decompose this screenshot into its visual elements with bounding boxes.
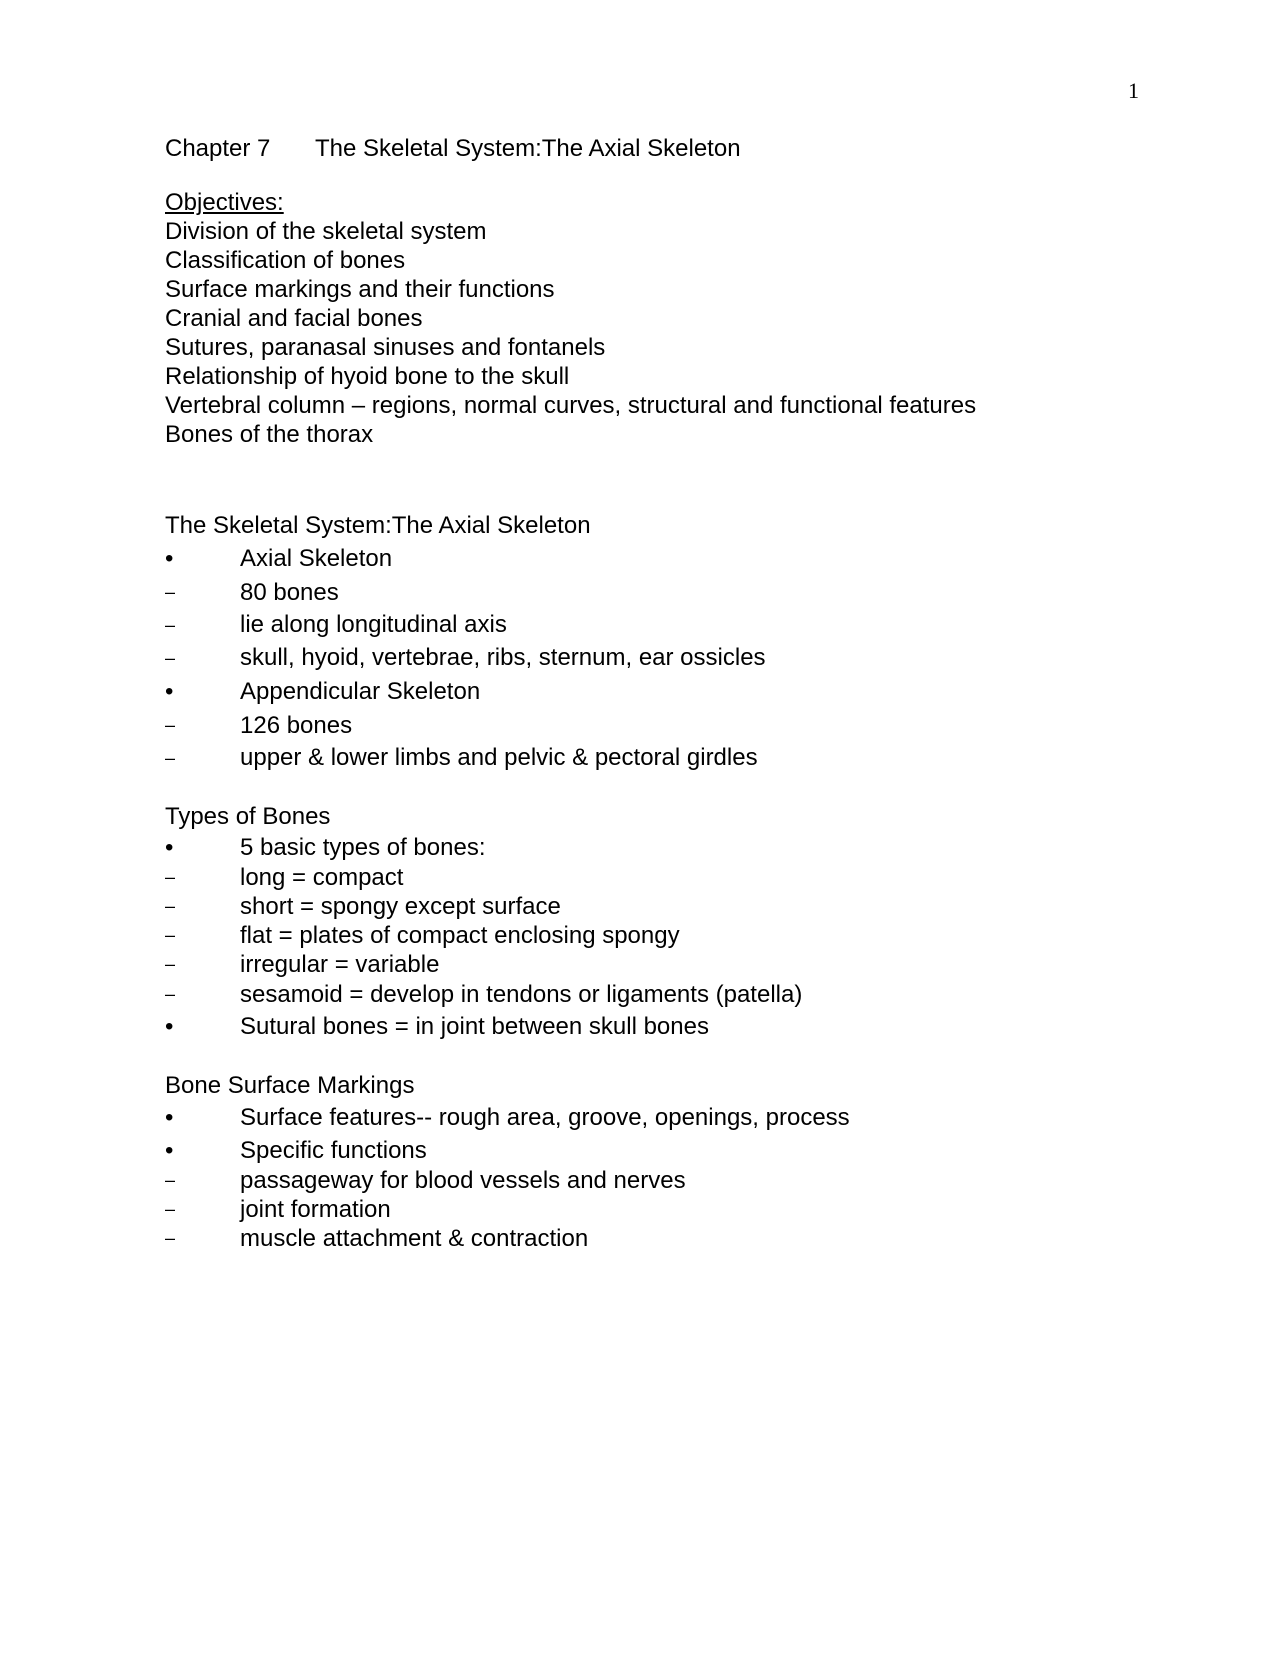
objectives-heading: Objectives: [165, 189, 284, 216]
chapter-title: The Skeletal System:The Axial Skeleton [315, 135, 741, 162]
dash-marker: – [165, 748, 176, 768]
list-item [165, 1010, 1165, 1043]
bullet-marker: • [165, 834, 174, 861]
dash-marker: – [165, 582, 176, 602]
list-item-text: passageway for blood vessels and nerves [240, 1167, 686, 1194]
dash-marker: – [165, 1228, 176, 1248]
objective-item: Surface markings and their functions [165, 276, 555, 303]
dash-marker: – [165, 896, 176, 916]
list-item-text: sesamoid = develop in tendons or ligaments (patella) [240, 981, 803, 1008]
list-item [165, 892, 1165, 921]
list-item-text: Axial Skeleton [240, 545, 393, 572]
list-item [165, 1135, 1165, 1166]
list-item [165, 675, 1165, 709]
dash-marker: – [165, 925, 176, 945]
list-item-text: joint formation [240, 1196, 391, 1223]
list-item [165, 742, 1165, 774]
objective-item: Division of the skeletal system [165, 218, 487, 245]
list-item [165, 609, 1165, 641]
dash-marker: – [165, 1170, 176, 1190]
list-item [165, 576, 1165, 609]
spacer [165, 774, 1165, 801]
list-item-text: 5 basic types of bones: [240, 834, 486, 861]
list-item-text: Surface features-- rough area, groove, openings, process [240, 1104, 850, 1131]
bullet-marker: • [165, 1104, 174, 1131]
objective-item: Cranial and facial bones [165, 305, 423, 332]
spacer [165, 1043, 1165, 1070]
list-item [165, 921, 1165, 950]
bullet-marker: • [165, 1013, 174, 1040]
bullet-marker: • [165, 678, 174, 705]
list-item-text: skull, hyoid, vertebrae, ribs, sternum, ear ossicles [240, 644, 766, 671]
section-heading-bone-surface-markings: Bone Surface Markings [165, 1072, 415, 1099]
dash-marker: – [165, 648, 176, 668]
list-item [165, 950, 1165, 979]
list-item-text: muscle attachment & contraction [240, 1225, 589, 1252]
list-item-text: Sutural bones = in joint between skull bones [240, 1013, 709, 1040]
page-number: 1 [1128, 78, 1139, 103]
list-item-text: lie along longitudinal axis [240, 611, 507, 638]
list-item-text: irregular = variable [240, 951, 440, 978]
section-heading-types-of-bones: Types of Bones [165, 803, 331, 830]
objective-item: Relationship of hyoid bone to the skull [165, 363, 570, 390]
bullet-marker: • [165, 1137, 174, 1164]
chapter-title-row [165, 133, 1165, 165]
list-item-text: Appendicular Skeleton [240, 678, 481, 705]
dash-marker: – [165, 867, 176, 887]
bullet-marker: • [165, 545, 174, 572]
objective-item: Bones of the thorax [165, 421, 374, 448]
spacer [165, 449, 1165, 510]
objective-item: Classification of bones [165, 247, 406, 274]
dash-marker: – [165, 1199, 176, 1219]
dash-marker: – [165, 715, 176, 735]
list-item [165, 1101, 1165, 1135]
list-item-text: long = compact [240, 864, 404, 891]
list-item [165, 542, 1165, 576]
list-item [165, 863, 1165, 892]
list-item-text: Specific functions [240, 1137, 427, 1164]
objective-item: Sutures, paranasal sinuses and fontanels [165, 334, 606, 361]
list-item [165, 709, 1165, 742]
list-item [165, 1166, 1165, 1195]
dash-marker: – [165, 615, 176, 635]
dash-marker: – [165, 954, 176, 974]
list-item-text: flat = plates of compact enclosing spongy [240, 922, 680, 949]
list-item-text: 126 bones [240, 712, 353, 739]
dash-marker: – [165, 984, 176, 1004]
list-item [165, 1195, 1165, 1224]
objective-item: Vertebral column – regions, normal curves, structural and functional features [165, 392, 977, 419]
list-item-text: 80 bones [240, 579, 339, 606]
section-heading-axial-skeleton: The Skeletal System:The Axial Skeleton [165, 512, 591, 539]
list-item [165, 832, 1165, 863]
spacer [165, 165, 1165, 188]
list-item-text: upper & lower limbs and pelvic & pectoral girdles [240, 744, 758, 771]
list-item [165, 1224, 1165, 1253]
document-body [165, 133, 1165, 1253]
list-item [165, 641, 1165, 675]
list-item-text: short = spongy except surface [240, 893, 561, 920]
list-item [165, 979, 1165, 1010]
chapter-label: Chapter 7 [165, 135, 271, 162]
